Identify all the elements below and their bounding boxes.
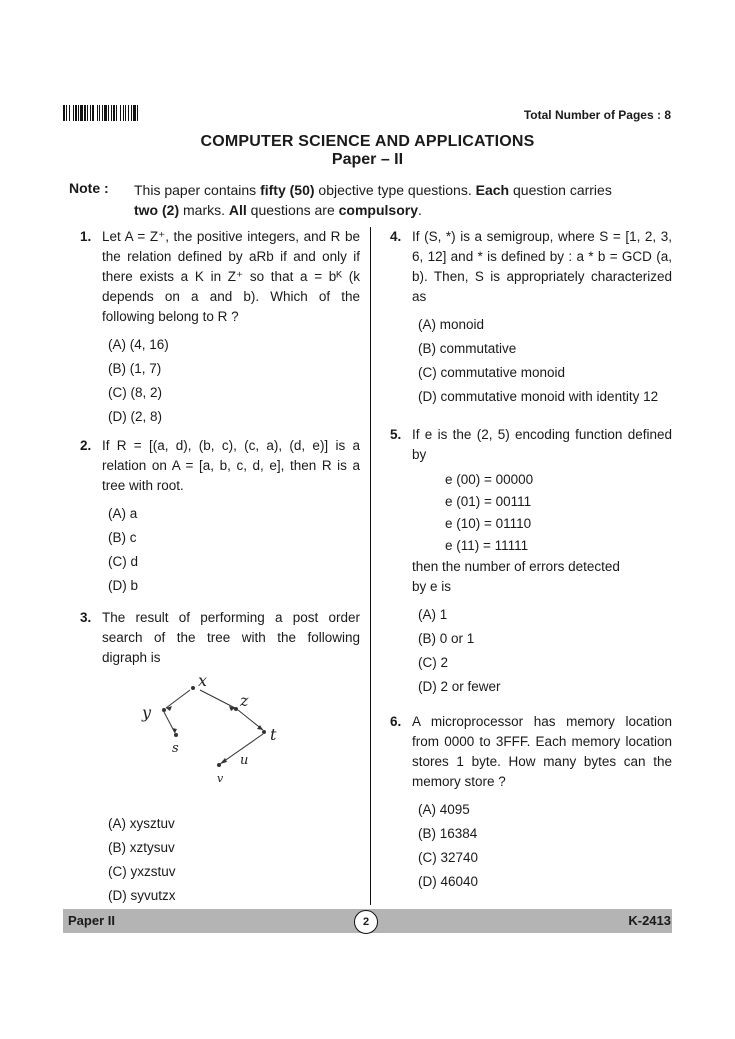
page-title: COMPUTER SCIENCE AND APPLICATIONS <box>200 133 535 150</box>
node-t-label: t <box>270 725 277 744</box>
option-d[interactable]: (D) b <box>108 578 138 593</box>
option-d[interactable]: (D) (2, 8) <box>108 409 162 424</box>
question-text: If e is the (2, 5) encoding function defined by <box>412 427 672 462</box>
question-text: A microprocessor has memory location from 0000 to 3FFF. Each memory location stores 1 byte. How many bytes can the memory store ? <box>412 714 672 789</box>
node-v-label: v <box>217 772 224 785</box>
encoding-row: e (10) = 01110 <box>445 516 532 531</box>
column-divider <box>370 227 371 905</box>
options-list <box>108 502 360 598</box>
option-c[interactable]: (C) 32740 <box>418 850 479 865</box>
node-u-label: u <box>240 753 249 768</box>
option-d[interactable]: (D) 2 or fewer <box>418 679 501 694</box>
option-b[interactable]: (B) xztysuv <box>108 840 175 855</box>
footer-code: K-2413 <box>628 913 671 928</box>
barcode <box>63 105 157 121</box>
note-part: marks. <box>179 202 229 218</box>
node-x-label: x <box>198 671 208 690</box>
node-dot-z <box>234 707 238 711</box>
options-list <box>418 603 672 699</box>
option-a[interactable]: (A) xysztuv <box>108 816 175 831</box>
note-part: questions are <box>246 202 339 218</box>
question-number: 1. <box>80 229 92 244</box>
question-5 <box>390 425 672 699</box>
options-list <box>108 333 360 429</box>
note-label: Note : <box>69 180 109 196</box>
option-a[interactable]: (A) a <box>108 506 138 521</box>
options-list <box>108 812 360 908</box>
paper-subtitle: Paper – II <box>331 151 404 168</box>
question-text: If R = [(a, d), (b, c), (c, a), (d, e)] is a relation on A = [a, b, c, d, e], then R is a tree with root. <box>102 438 360 493</box>
note-part: question carries <box>509 182 612 198</box>
option-b[interactable]: (B) commutative <box>418 341 517 356</box>
question-number: 6. <box>390 714 402 729</box>
total-pages: Total Number of Pages : 8 <box>523 108 671 122</box>
option-b[interactable]: (B) c <box>108 530 137 545</box>
option-d[interactable]: (D) syvutzx <box>108 888 176 903</box>
question-number: 2. <box>80 438 92 453</box>
encoding-list <box>445 469 672 557</box>
encoding-row: e (11) = 11111 <box>445 538 529 553</box>
question-1 <box>80 227 360 429</box>
options-list <box>418 313 672 409</box>
option-b[interactable]: (B) 0 or 1 <box>418 631 475 646</box>
option-b[interactable]: (B) 16384 <box>418 826 478 841</box>
question-4 <box>390 227 672 409</box>
note-bold-part: Each <box>475 182 510 198</box>
question-number: 5. <box>390 427 402 442</box>
options-list <box>418 798 672 894</box>
option-d[interactable]: (D) 46040 <box>418 874 479 889</box>
question-6 <box>390 712 672 894</box>
note-bold-part: two (2) <box>134 202 180 218</box>
node-dot-s <box>174 733 178 737</box>
node-s-label: s <box>172 741 179 756</box>
option-a[interactable]: (A) 4095 <box>418 802 470 817</box>
option-a[interactable]: (A) (4, 16) <box>108 337 169 352</box>
node-y-label: y <box>142 703 152 722</box>
question-number: 4. <box>390 229 402 244</box>
page-number: 2 <box>354 910 378 934</box>
digraph-figure <box>80 668 360 808</box>
node-dot-x <box>191 686 195 690</box>
edge-x-y <box>166 690 190 708</box>
question-text: If (S, *) is a semigroup, where S = [1, 2, 3, 6, 12] and * is defined by : a * b = GCD (a, b). Then, S is appropriately characterized as <box>412 229 672 304</box>
question-text-continued: then the number of errors detected <box>412 559 620 574</box>
footer-paper-label: Paper II <box>68 913 115 928</box>
encoding-row: e (00) = 00000 <box>445 472 534 487</box>
arrowhead-icon <box>220 758 227 764</box>
option-c[interactable]: (C) yxzstuv <box>108 864 176 879</box>
option-a[interactable]: (A) monoid <box>418 317 485 332</box>
question-text: The result of performing a post order search of the tree with the following digraph is <box>102 610 360 665</box>
option-c[interactable]: (C) (8, 2) <box>108 385 162 400</box>
note-part: objective type questions. <box>314 182 476 198</box>
node-z-label: z <box>240 691 249 710</box>
option-d[interactable]: (D) commutative monoid with identity 12 <box>418 389 659 404</box>
question-3 <box>80 608 360 908</box>
note-bold-part: compulsory <box>338 202 418 218</box>
note-text <box>134 180 654 220</box>
option-a[interactable]: (A) 1 <box>418 607 448 622</box>
note-bold-part: fifty (50) <box>260 182 315 198</box>
node-dot-y <box>162 708 166 712</box>
question-number: 3. <box>80 610 92 625</box>
question-2 <box>80 436 360 598</box>
option-c[interactable]: (C) d <box>108 554 138 569</box>
note-bold-part: All <box>228 202 247 218</box>
option-c[interactable]: (C) 2 <box>418 655 448 670</box>
note-part: . <box>417 202 422 218</box>
encoding-row: e (01) = 00111 <box>445 494 532 509</box>
tree-digraph <box>80 668 360 808</box>
option-b[interactable]: (B) (1, 7) <box>108 361 162 376</box>
edge-x-z <box>200 690 235 708</box>
question-text-continued: by e is <box>412 579 452 594</box>
option-c[interactable]: (C) commutative monoid <box>418 365 566 380</box>
note-part: This paper contains <box>134 182 261 198</box>
barcode-stripe <box>138 105 140 121</box>
question-text: Let A = Z⁺, the positive integers, and R be the relation defined by aRb if and only if there exists a K in Z⁺ so that a = bᴷ (k depends on a and b). Which of the following belong to R ? <box>102 229 360 324</box>
node-dot-t <box>262 730 266 734</box>
